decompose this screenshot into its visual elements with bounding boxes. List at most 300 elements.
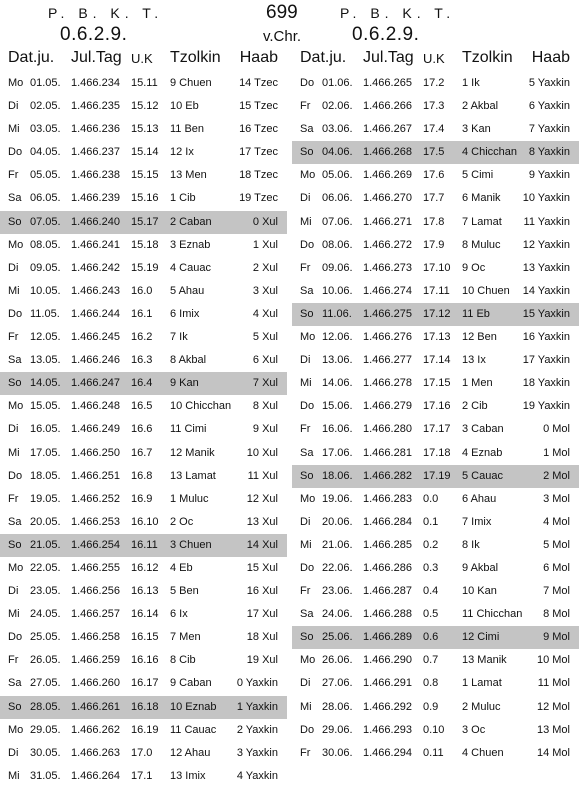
- uk-cell: 15.11: [131, 77, 158, 89]
- col-date-header: Dat.ju.: [8, 49, 55, 66]
- haab-cell: 14 Tzec: [239, 77, 278, 89]
- haab-cell: 17 Tzec: [239, 146, 278, 159]
- uk-cell: 15.14: [131, 146, 159, 159]
- uk-cell: 15.17: [131, 215, 159, 228]
- uk-cell: 16.12: [131, 561, 159, 574]
- tzolkin-cell: 11 Cauac: [170, 723, 217, 736]
- tzolkin-cell: 11 Eb: [462, 307, 490, 320]
- weekday-cell: Di: [300, 192, 311, 205]
- haab-cell: 6 Mol: [543, 561, 570, 574]
- table-row: [292, 626, 579, 649]
- date-cell: 10.05.: [30, 284, 61, 297]
- julian-day-cell: 1.466.241: [71, 238, 120, 251]
- julian-day-cell: 1.466.275: [363, 307, 412, 320]
- haab-cell: 19 Xul: [246, 654, 278, 667]
- weekday-cell: Mo: [300, 492, 316, 505]
- table-row: [0, 326, 287, 349]
- tzolkin-cell: 7 Lamat: [462, 215, 502, 228]
- uk-cell: 17.6: [423, 169, 445, 182]
- date-cell: 26.06.: [322, 654, 353, 667]
- julian-day-cell: 1.466.259: [71, 654, 120, 667]
- date-cell: 08.05.: [30, 238, 61, 251]
- date-cell: 27.05.: [30, 677, 61, 690]
- haab-cell: 17 Yaxkin: [522, 354, 570, 367]
- tzolkin-cell: 12 Cimi: [462, 631, 500, 644]
- tzolkin-cell: 12 Manik: [170, 446, 215, 459]
- haab-cell: 11 Yaxkin: [523, 215, 570, 228]
- uk-cell: 16.11: [131, 538, 158, 551]
- uk-cell: 16.16: [131, 654, 159, 667]
- table-row: [292, 303, 579, 326]
- haab-cell: 5 Xul: [252, 331, 278, 344]
- haab-cell: 0 Xul: [252, 215, 278, 228]
- date-cell: 01.06.: [322, 77, 353, 89]
- table-row: [0, 234, 287, 257]
- uk-cell: 16.7: [131, 446, 153, 459]
- table-row: [0, 603, 287, 626]
- uk-cell: 17.11: [423, 284, 450, 297]
- haab-cell: 9 Yaxkin: [528, 169, 570, 182]
- uk-cell: 16.3: [131, 354, 153, 367]
- table-row: [292, 696, 579, 719]
- uk-cell: 16.6: [131, 423, 153, 436]
- haab-cell: 18 Yaxkin: [522, 377, 570, 390]
- date-cell: 07.06.: [322, 215, 353, 228]
- date-cell: 13.06.: [322, 354, 353, 367]
- date-cell: 06.05.: [30, 192, 61, 205]
- table-row: [292, 442, 579, 465]
- date-cell: 23.05.: [30, 585, 61, 598]
- weekday-cell: So: [8, 377, 22, 390]
- haab-cell: 8 Mol: [543, 608, 570, 621]
- table-row: [0, 141, 287, 164]
- julian-day-cell: 1.466.264: [71, 769, 120, 782]
- tzolkin-cell: 7 Ik: [170, 331, 188, 344]
- weekday-cell: Mo: [8, 77, 24, 89]
- tzolkin-cell: 10 Eznab: [170, 700, 217, 713]
- table-row: [0, 557, 287, 580]
- uk-cell: 17.1: [131, 769, 153, 782]
- date-cell: 29.05.: [30, 723, 61, 736]
- left-pbkt-label: P. B. K. T.: [48, 5, 164, 21]
- uk-cell: 17.8: [423, 215, 445, 228]
- weekday-cell: Di: [300, 515, 311, 528]
- julian-day-cell: 1.466.293: [363, 723, 412, 736]
- table-row: [292, 395, 579, 418]
- uk-cell: 16.4: [131, 377, 153, 390]
- uk-cell: 0.5: [423, 608, 439, 621]
- tzolkin-cell: 3 Eznab: [170, 238, 211, 251]
- date-cell: 11.06.: [322, 307, 352, 320]
- julian-day-cell: 1.466.243: [71, 284, 120, 297]
- tzolkin-cell: 3 Chuen: [170, 538, 212, 551]
- date-cell: 20.06.: [322, 515, 353, 528]
- date-cell: 24.05.: [30, 608, 61, 621]
- weekday-cell: Do: [300, 238, 315, 251]
- julian-day-cell: 1.466.254: [71, 538, 120, 551]
- date-cell: 15.06.: [322, 400, 353, 413]
- haab-cell: 4 Xul: [252, 307, 278, 320]
- tzolkin-cell: 8 Akbal: [170, 354, 207, 367]
- date-cell: 24.06.: [322, 608, 353, 621]
- table-row: [0, 465, 287, 488]
- date-cell: 16.06.: [322, 423, 353, 436]
- julian-day-cell: 1.466.288: [363, 608, 412, 621]
- table-row: [292, 211, 579, 234]
- right-long-count: 0.6.2.9.: [352, 24, 420, 45]
- haab-cell: 16 Yaxkin: [522, 331, 570, 344]
- tzolkin-cell: 9 Akbal: [462, 561, 499, 574]
- uk-cell: 15.15: [131, 169, 159, 182]
- weekday-cell: Mo: [8, 400, 24, 413]
- haab-cell: 6 Yaxkin: [528, 100, 570, 113]
- julian-day-cell: 1.466.268: [363, 146, 412, 159]
- julian-day-cell: 1.466.271: [363, 215, 412, 228]
- table-row: [0, 488, 287, 511]
- tzolkin-cell: 5 Ahau: [170, 284, 205, 297]
- tzolkin-cell: 9 Chuen: [170, 77, 212, 89]
- haab-cell: 4 Yaxkin: [236, 769, 278, 782]
- date-cell: 13.05.: [30, 354, 61, 367]
- julian-day-cell: 1.466.290: [363, 654, 412, 667]
- haab-cell: 1 Yaxkin: [236, 700, 278, 713]
- haab-cell: 15 Yaxkin: [522, 307, 570, 320]
- weekday-cell: Di: [8, 261, 19, 274]
- julian-day-cell: 1.466.246: [71, 354, 120, 367]
- date-cell: 19.06.: [322, 492, 353, 505]
- weekday-cell: Fr: [300, 423, 311, 436]
- date-cell: 03.06.: [322, 123, 353, 136]
- date-cell: 14.06.: [322, 377, 353, 390]
- haab-cell: 13 Yaxkin: [522, 261, 570, 274]
- date-cell: 30.06.: [322, 746, 353, 759]
- june-table: [292, 72, 579, 765]
- haab-cell: 17 Xul: [246, 608, 278, 621]
- haab-cell: 19 Tzec: [239, 192, 278, 205]
- date-cell: 05.05.: [30, 169, 61, 182]
- weekday-cell: Sa: [8, 677, 22, 690]
- col-tzolkin-header: Tzolkin: [462, 49, 513, 66]
- tzolkin-cell: 2 Akbal: [462, 100, 499, 113]
- table-row: [0, 303, 287, 326]
- julian-day-cell: 1.466.267: [363, 123, 412, 136]
- weekday-cell: Mi: [8, 769, 20, 782]
- uk-cell: 0.3: [423, 561, 439, 574]
- table-row: [292, 488, 579, 511]
- table-row: [0, 349, 287, 372]
- uk-cell: 17.7: [423, 192, 445, 205]
- julian-day-cell: 1.466.247: [71, 377, 120, 390]
- tzolkin-cell: 11 Ben: [170, 123, 205, 136]
- date-cell: 02.06.: [322, 100, 353, 113]
- tzolkin-cell: 6 Imix: [170, 307, 200, 320]
- tzolkin-cell: 5 Ben: [170, 585, 199, 598]
- haab-cell: 2 Xul: [252, 261, 278, 274]
- julian-day-cell: 1.466.263: [71, 746, 120, 759]
- tzolkin-cell: 3 Oc: [462, 723, 486, 736]
- haab-cell: 1 Mol: [543, 446, 570, 459]
- date-cell: 02.05.: [30, 100, 61, 113]
- uk-cell: 17.12: [423, 307, 451, 320]
- uk-cell: 17.19: [423, 469, 451, 482]
- date-cell: 18.05.: [30, 469, 61, 482]
- tzolkin-cell: 12 Ahau: [170, 746, 211, 759]
- date-cell: 29.06.: [322, 723, 353, 736]
- uk-cell: 16.17: [131, 677, 159, 690]
- julian-day-cell: 1.466.294: [363, 746, 412, 759]
- tzolkin-cell: 2 Caban: [170, 215, 212, 228]
- haab-cell: 18 Tzec: [239, 169, 278, 182]
- julian-day-cell: 1.466.274: [363, 284, 412, 297]
- weekday-cell: Do: [300, 723, 315, 736]
- weekday-cell: Fr: [8, 169, 19, 182]
- table-row: [0, 118, 287, 141]
- haab-cell: 8 Yaxkin: [528, 146, 570, 159]
- tzolkin-cell: 2 Muluc: [462, 700, 501, 713]
- date-cell: 08.06.: [322, 238, 353, 251]
- uk-cell: 16.8: [131, 469, 153, 482]
- year-label: 699: [266, 2, 298, 23]
- uk-cell: 17.14: [423, 354, 451, 367]
- uk-cell: 17.13: [423, 331, 451, 344]
- haab-cell: 12 Yaxkin: [522, 238, 570, 251]
- uk-cell: 17.2: [423, 77, 445, 89]
- julian-day-cell: 1.466.244: [71, 307, 120, 320]
- date-cell: 25.05.: [30, 631, 61, 644]
- julian-day-cell: 1.466.272: [363, 238, 412, 251]
- haab-cell: 3 Xul: [252, 284, 278, 297]
- table-row: [0, 742, 287, 765]
- tzolkin-cell: 12 Ben: [462, 331, 497, 344]
- date-cell: 14.05.: [30, 377, 61, 390]
- table-row: [0, 95, 287, 118]
- table-row: [292, 349, 579, 372]
- uk-cell: 15.13: [131, 123, 159, 136]
- haab-cell: 0 Mol: [543, 423, 570, 436]
- table-row: [292, 95, 579, 118]
- table-row: [292, 187, 579, 210]
- table-row: [292, 649, 579, 672]
- julian-day-cell: 1.466.242: [71, 261, 120, 274]
- date-cell: 18.06.: [322, 469, 353, 482]
- uk-cell: 17.3: [423, 100, 445, 113]
- tzolkin-cell: 7 Men: [170, 631, 201, 644]
- col-haab-header: Haab: [531, 49, 570, 66]
- date-cell: 28.06.: [322, 700, 353, 713]
- date-cell: 11.05.: [30, 307, 60, 320]
- table-row: [292, 418, 579, 441]
- haab-cell: 11 Xul: [247, 469, 278, 482]
- table-row: [292, 672, 579, 695]
- table-row: [292, 719, 579, 742]
- haab-cell: 2 Yaxkin: [236, 723, 278, 736]
- tzolkin-cell: 4 Chuen: [462, 746, 504, 759]
- julian-day-cell: 1.466.237: [71, 146, 120, 159]
- table-row: [292, 742, 579, 765]
- date-cell: 22.06.: [322, 561, 353, 574]
- date-cell: 15.05.: [30, 400, 61, 413]
- weekday-cell: So: [8, 215, 22, 228]
- tzolkin-cell: 1 Ik: [462, 77, 480, 89]
- date-cell: 01.05.: [30, 77, 61, 89]
- tzolkin-cell: 6 Ahau: [462, 492, 497, 505]
- table-row: [292, 72, 579, 95]
- tzolkin-cell: 8 Ik: [462, 538, 480, 551]
- tzolkin-cell: 4 Chicchan: [462, 146, 518, 159]
- uk-cell: 16.1: [131, 307, 153, 320]
- weekday-cell: Mo: [8, 238, 24, 251]
- haab-cell: 8 Xul: [252, 400, 278, 413]
- weekday-cell: Fr: [300, 100, 311, 113]
- table-row: [0, 257, 287, 280]
- uk-cell: 17.5: [423, 146, 445, 159]
- julian-day-cell: 1.466.248: [71, 400, 120, 413]
- haab-cell: 3 Mol: [543, 492, 570, 505]
- haab-cell: 16 Xul: [246, 585, 278, 598]
- julian-day-cell: 1.466.239: [71, 192, 120, 205]
- julian-day-cell: 1.466.279: [363, 400, 412, 413]
- uk-cell: 0.2: [423, 538, 439, 551]
- date-cell: 12.05.: [30, 331, 61, 344]
- table-row: [292, 534, 579, 557]
- tzolkin-cell: 10 Eb: [170, 100, 199, 113]
- date-cell: 21.05.: [30, 538, 61, 551]
- uk-cell: 15.18: [131, 238, 159, 251]
- julian-day-cell: 1.466.240: [71, 215, 120, 228]
- tzolkin-cell: 13 Ix: [462, 354, 486, 367]
- table-row: [292, 603, 579, 626]
- uk-cell: 0.0: [423, 492, 439, 505]
- weekday-cell: Mi: [8, 608, 20, 621]
- julian-day-cell: 1.466.236: [71, 123, 120, 136]
- date-cell: 03.05.: [30, 123, 61, 136]
- may-table: [0, 72, 287, 788]
- julian-day-cell: 1.466.289: [363, 631, 412, 644]
- haab-cell: 1 Xul: [252, 238, 278, 251]
- uk-cell: 0.11: [423, 746, 444, 759]
- julian-day-cell: 1.466.291: [363, 677, 412, 690]
- weekday-cell: Fr: [8, 654, 19, 667]
- weekday-cell: So: [300, 307, 314, 320]
- uk-cell: 17.17: [423, 423, 451, 436]
- uk-cell: 16.13: [131, 585, 159, 598]
- haab-cell: 13 Xul: [246, 515, 278, 528]
- date-cell: 19.05.: [30, 492, 61, 505]
- haab-cell: 4 Mol: [543, 515, 570, 528]
- date-cell: 04.06.: [322, 146, 353, 159]
- weekday-cell: So: [300, 469, 314, 482]
- weekday-cell: Do: [8, 631, 23, 644]
- date-cell: 23.06.: [322, 585, 353, 598]
- uk-cell: 0.4: [423, 585, 439, 598]
- tzolkin-cell: 12 Ix: [170, 146, 194, 159]
- weekday-cell: So: [8, 538, 22, 551]
- table-row: [0, 372, 287, 395]
- weekday-cell: Mi: [300, 377, 312, 390]
- date-cell: 17.05.: [30, 446, 61, 459]
- tzolkin-cell: 13 Imix: [170, 769, 206, 782]
- julian-day-cell: 1.466.292: [363, 700, 412, 713]
- col-uk-header: U.K: [423, 51, 445, 66]
- haab-cell: 15 Xul: [246, 561, 278, 574]
- uk-cell: 16.15: [131, 631, 159, 644]
- julian-day-cell: 1.466.283: [363, 492, 412, 505]
- date-cell: 07.05.: [30, 215, 61, 228]
- julian-day-cell: 1.466.249: [71, 423, 120, 436]
- haab-cell: 2 Mol: [543, 469, 570, 482]
- haab-cell: 10 Mol: [536, 654, 570, 667]
- tzolkin-cell: 1 Lamat: [462, 677, 502, 690]
- tzolkin-cell: 1 Cib: [170, 192, 196, 205]
- uk-cell: 16.18: [131, 700, 159, 713]
- table-row: [0, 649, 287, 672]
- date-cell: 26.05.: [30, 654, 61, 667]
- julian-day-cell: 1.466.273: [363, 261, 412, 274]
- table-row: [292, 372, 579, 395]
- weekday-cell: Di: [8, 423, 19, 436]
- uk-cell: 0.9: [423, 700, 439, 713]
- uk-cell: 16.14: [131, 608, 159, 621]
- julian-day-cell: 1.466.238: [71, 169, 120, 182]
- date-cell: 21.06.: [322, 538, 353, 551]
- weekday-cell: Mi: [8, 284, 20, 297]
- haab-cell: 15 Tzec: [239, 100, 278, 113]
- table-row: [0, 719, 287, 742]
- tzolkin-cell: 10 Kan: [462, 585, 497, 598]
- uk-cell: 16.10: [131, 515, 159, 528]
- julian-day-cell: 1.466.280: [363, 423, 412, 436]
- tzolkin-cell: 9 Kan: [170, 377, 199, 390]
- table-row: [0, 442, 287, 465]
- julian-day-cell: 1.466.234: [71, 77, 120, 89]
- julian-day-cell: 1.466.235: [71, 100, 120, 113]
- tzolkin-cell: 9 Caban: [170, 677, 212, 690]
- weekday-cell: Sa: [8, 354, 22, 367]
- table-row: [292, 234, 579, 257]
- uk-cell: 0.7: [423, 654, 439, 667]
- julian-day-cell: 1.466.256: [71, 585, 120, 598]
- uk-cell: 16.19: [131, 723, 159, 736]
- haab-cell: 9 Xul: [252, 423, 278, 436]
- col-jul-header: Jul.Tag: [71, 49, 122, 66]
- weekday-cell: Do: [300, 77, 315, 89]
- tzolkin-cell: 13 Lamat: [170, 469, 216, 482]
- weekday-cell: Fr: [300, 746, 311, 759]
- julian-day-cell: 1.466.287: [363, 585, 412, 598]
- haab-cell: 19 Yaxkin: [522, 400, 570, 413]
- table-row: [0, 511, 287, 534]
- date-cell: 20.05.: [30, 515, 61, 528]
- weekday-cell: Fr: [300, 261, 311, 274]
- weekday-cell: Do: [300, 400, 315, 413]
- weekday-cell: Di: [8, 746, 19, 759]
- table-row: [0, 672, 287, 695]
- tzolkin-cell: 8 Muluc: [462, 238, 501, 251]
- table-row: [292, 580, 579, 603]
- julian-day-cell: 1.466.250: [71, 446, 120, 459]
- weekday-cell: Do: [8, 469, 23, 482]
- weekday-cell: Di: [300, 677, 311, 690]
- weekday-cell: Mo: [300, 169, 316, 182]
- col-jul-header: Jul.Tag: [363, 49, 414, 66]
- weekday-cell: Sa: [300, 608, 314, 621]
- table-row: [292, 511, 579, 534]
- uk-cell: 17.16: [423, 400, 451, 413]
- tzolkin-cell: 10 Chicchan: [170, 400, 232, 413]
- tzolkin-cell: 2 Oc: [170, 515, 194, 528]
- tzolkin-cell: 6 Ix: [170, 608, 188, 621]
- uk-cell: 17.0: [131, 746, 153, 759]
